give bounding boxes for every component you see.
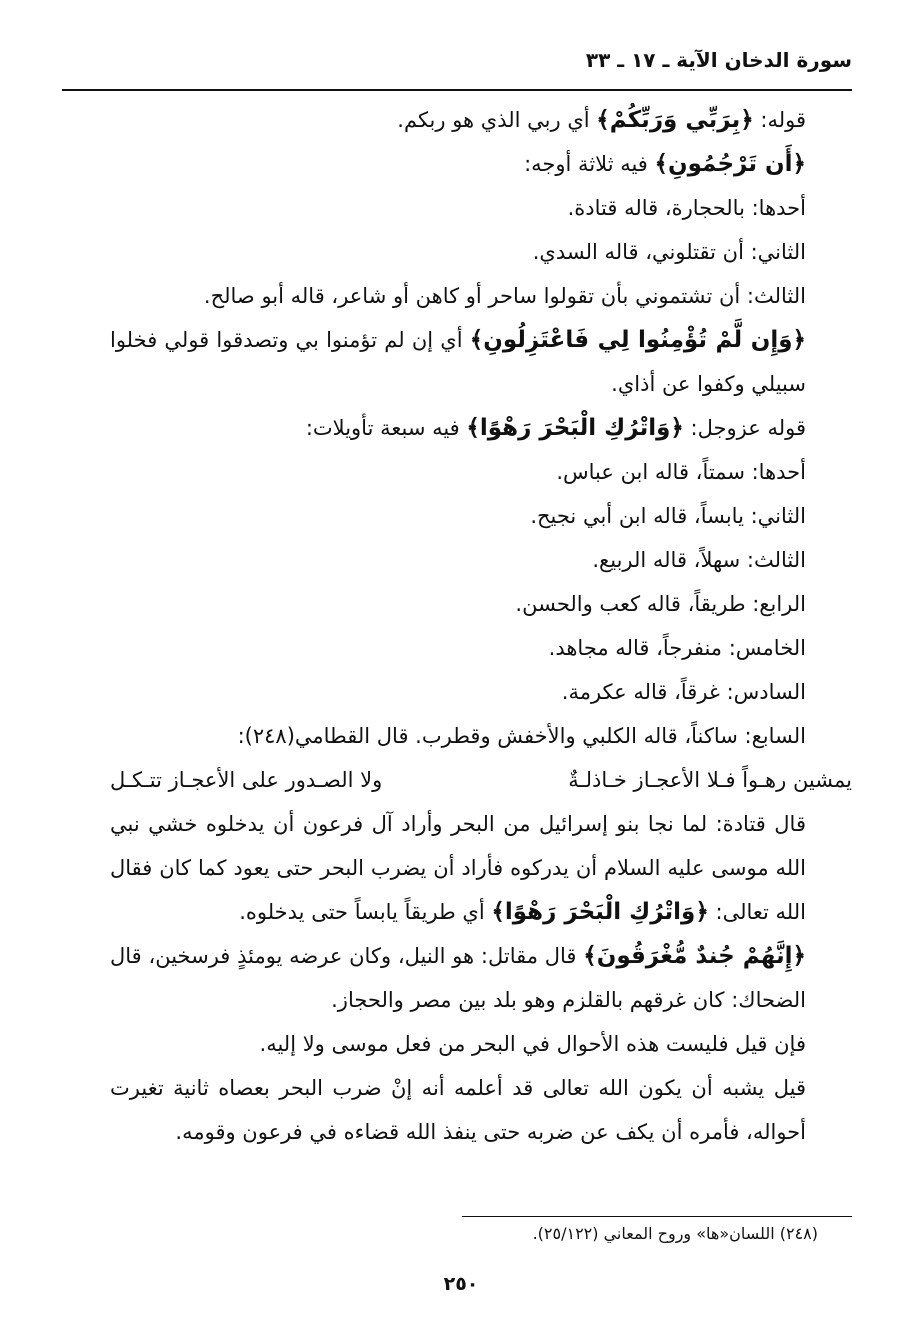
paragraph-2 bbox=[110, 142, 852, 186]
header-rule bbox=[62, 89, 852, 91]
quran-verse: ﴿إِنَّهُمْ جُندٌ مُّغْرَقُونَ﴾ bbox=[583, 943, 806, 969]
quran-verse: ﴿وَاتْرُكِ الْبَحْرَ رَهْوًا﴾ bbox=[466, 415, 684, 441]
poem-first-hemistich: يمشين رهـواً فـلا الأعجـاز خـاذلـةٌ bbox=[568, 768, 852, 792]
footnote: (٢٤٨) اللسان«ها» وروح المعاني (٢٥/١٢٢). bbox=[532, 1224, 818, 1243]
paragraph-7-lead: قوله عزوجل: bbox=[683, 416, 806, 440]
interpretation-7: السابع: ساكناً، قاله الكلبي والأخفش وقطرب. قال القطامي(٢٤٨): bbox=[237, 724, 806, 748]
paragraph-2-text: فيه ثلاثة أوجه: bbox=[524, 152, 655, 176]
paragraph-answer: قيل يشبه أن يكون الله تعالى قد أعلمه أنه إنْ ضرب البحر بعصاه ثانية تغيرت أحواله، فأمره أن يكف عن ضربه حتى ينفذ الله قضاءه في فرعون وقومه. bbox=[110, 1076, 806, 1144]
paragraph-6 bbox=[110, 318, 852, 406]
paragraph-muqatil bbox=[110, 934, 852, 1022]
interpretation-5: الخامس: منفرجاً، قاله مجاهد. bbox=[548, 636, 806, 660]
paragraph-1-text: أي ربي الذي هو ربكم. bbox=[397, 108, 597, 132]
paragraph-qatada bbox=[110, 802, 852, 934]
interpretation-3: الثالث: سهلاً، قاله الربيع. bbox=[592, 548, 806, 572]
paragraph-7 bbox=[110, 406, 852, 450]
paragraph-qatada-text: قال قتادة: لما نجا بنو إسرائيل من البحر وأراد آل فرعون أن يدخلوه خشي نبي الله موسى عليه السلام أن يدركوه فأراد أن يضرب البحر حتى يعود كما كان فقال الله تعالى: bbox=[110, 812, 806, 924]
paragraph-7-text: فيه سبعة تأويلات: bbox=[305, 416, 467, 440]
paragraph-1 bbox=[110, 98, 852, 142]
poem-second-hemistich: ولا الصـدور على الأعجـاز تتـكـل bbox=[110, 768, 383, 792]
interpretation-4: الرابع: طريقاً، قاله كعب والحسن. bbox=[515, 592, 806, 616]
opinion-1: أحدها: بالحجارة، قاله قتادة. bbox=[567, 196, 806, 220]
quran-verse: ﴿بِرَبِّي وَرَبِّكُمْ﴾ bbox=[596, 107, 754, 133]
paragraph-qatada-tail: أي طريقاً يابساً حتى يدخلوه. bbox=[239, 900, 492, 924]
paragraph-muqatil-text: قال مقاتل: هو النيل، وكان عرضه يومئذٍ فرسخين، قال الضحاك: كان غرقهم بالقلزم وهو بلد بين مصر والحجاز. bbox=[110, 944, 806, 1012]
paragraph-question: فإن قيل فليست هذه الأحوال في البحر من فعل موسى ولا إليه. bbox=[259, 1032, 806, 1056]
footnote-rule bbox=[462, 1216, 852, 1217]
page-body bbox=[110, 98, 852, 1154]
page-number: ٢٥٠ bbox=[443, 1273, 479, 1295]
paragraph-1-lead: قوله: bbox=[753, 108, 806, 132]
quran-verse: ﴿أَن تَرْجُمُونِ﴾ bbox=[654, 151, 806, 177]
opinion-3: الثالث: أن تشتموني بأن تقولوا ساحر أو كاهن أو شاعر، قاله أبو صالح. bbox=[203, 284, 806, 308]
interpretation-2: الثاني: يابساً، قاله ابن أبي نجيح. bbox=[530, 504, 806, 528]
interpretation-1: أحدها: سمتاً، قاله ابن عباس. bbox=[556, 460, 806, 484]
interpretation-6: السادس: غرقاً، قاله عكرمة. bbox=[561, 680, 806, 704]
opinion-2: الثاني: أن تقتلوني، قاله السدي. bbox=[532, 240, 806, 264]
quran-verse: ﴿وَإِن لَّمْ تُؤْمِنُوا لِي فَاعْتَزِلُونِ﴾ bbox=[469, 327, 807, 353]
running-header: سورة الدخان الآية ـ ١٧ ـ ٣٣ bbox=[585, 48, 852, 72]
quran-verse: ﴿وَاتْرُكِ الْبَحْرَ رَهْوًا﴾ bbox=[491, 899, 709, 925]
paragraph-6-text: أي إن لم تؤمنوا بي وتصدقوا قولي فخلوا سبيلي وكفوا عن أذاي. bbox=[110, 328, 806, 396]
poem-verse bbox=[110, 758, 852, 802]
